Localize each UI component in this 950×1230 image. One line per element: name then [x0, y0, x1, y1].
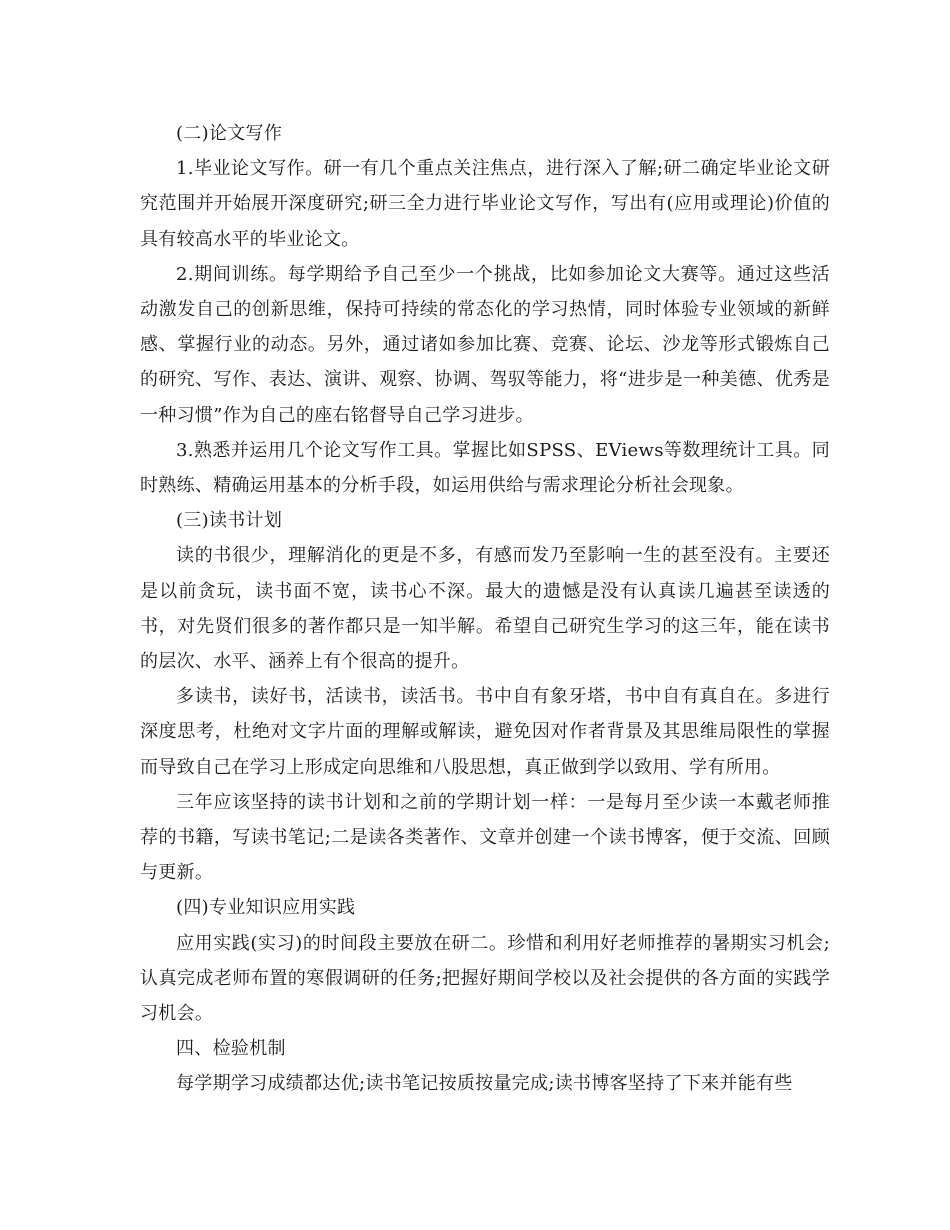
document-page: [140, 116, 830, 1102]
paragraph-writing-tools: 3.熟悉并运用几个论文写作工具。掌握比如SPSS、EViews等数理统计工具。同时熟练、精确运用基本的分析手段，如运用供给与需求理论分析社会现象。: [140, 439, 830, 497]
section-heading-paper-writing: (二)论文写作: [176, 123, 283, 144]
paragraph-reading-reflection: 读的书很少，理解消化的更是不多，有感而发乃至影响一生的甚至没有。主要还是以前贪玩，读书面不宽，读书心不深。最大的遗憾是没有认真读几遍甚至读透的书，对先贤们很多的著作都只是一知半解。希望自己研究生学习的这三年，能在读书的层次、水平、涵养上有个很高的提升。: [140, 545, 830, 673]
section-heading-practice: (四)专业知识应用实践: [176, 897, 356, 919]
paragraph-three-year-reading-plan: 三年应该坚持的读书计划和之前的学期计划一样：一是每月至少读一本戴老师推荐的书籍，写读书笔记;二是读各类著作、文章并创建一个读书博客，便于交流、回顾与更新。: [140, 791, 830, 884]
paragraph-read-more: 多读书，读好书，活读书，读活书。书中自有象牙塔，书中自有真自在。多进行深度思考，杜绝对文字片面的理解或解读，避免因对作者背景及其思维局限性的掌握而导致自己在学习上形成定向思维和八股思想，真正做到学以致用、学有所用。: [140, 686, 830, 778]
paragraph-evaluation: 每学期学习成绩都达优;读书笔记按质按量完成;读书博客坚持了下来并能有些: [176, 1073, 793, 1095]
section-heading-evaluation: 四、检验机制: [176, 1038, 286, 1060]
paragraph-periodic-training: 2.期间训练。每学期给予自己至少一个挑战，比如参加论文大赛等。通过这些活动激发自己的创新思维，保持可持续的常态化的学习热情，同时体验专业领域的新鲜感、掌握行业的动态。另外，通过诸如参加比赛、竞赛、论坛、沙龙等形式锻炼自己的研究、写作、表达、演讲、观察、协调、驾驭等能力，将“进步是一种美德、优秀是一种习惯”作为自己的座右铭督导自己学习进步。: [140, 263, 830, 426]
paragraph-internship: 应用实践(实习)的时间段主要放在研二。珍惜和利用好老师推荐的暑期实习机会;认真完成老师布置的寒假调研的任务;把握好期间学校以及社会提供的各方面的实践学习机会。: [140, 932, 830, 1025]
section-heading-reading-plan: (三)读书计划: [176, 510, 283, 532]
paragraph-thesis-writing: 1.毕业论文写作。研一有几个重点关注焦点，进行深入了解;研二确定毕业论文研究范围并开始展开深度研究;研三全力进行毕业论文写作，写出有(应用或理论)价值的具有较高水平的毕业论文。: [140, 158, 830, 250]
